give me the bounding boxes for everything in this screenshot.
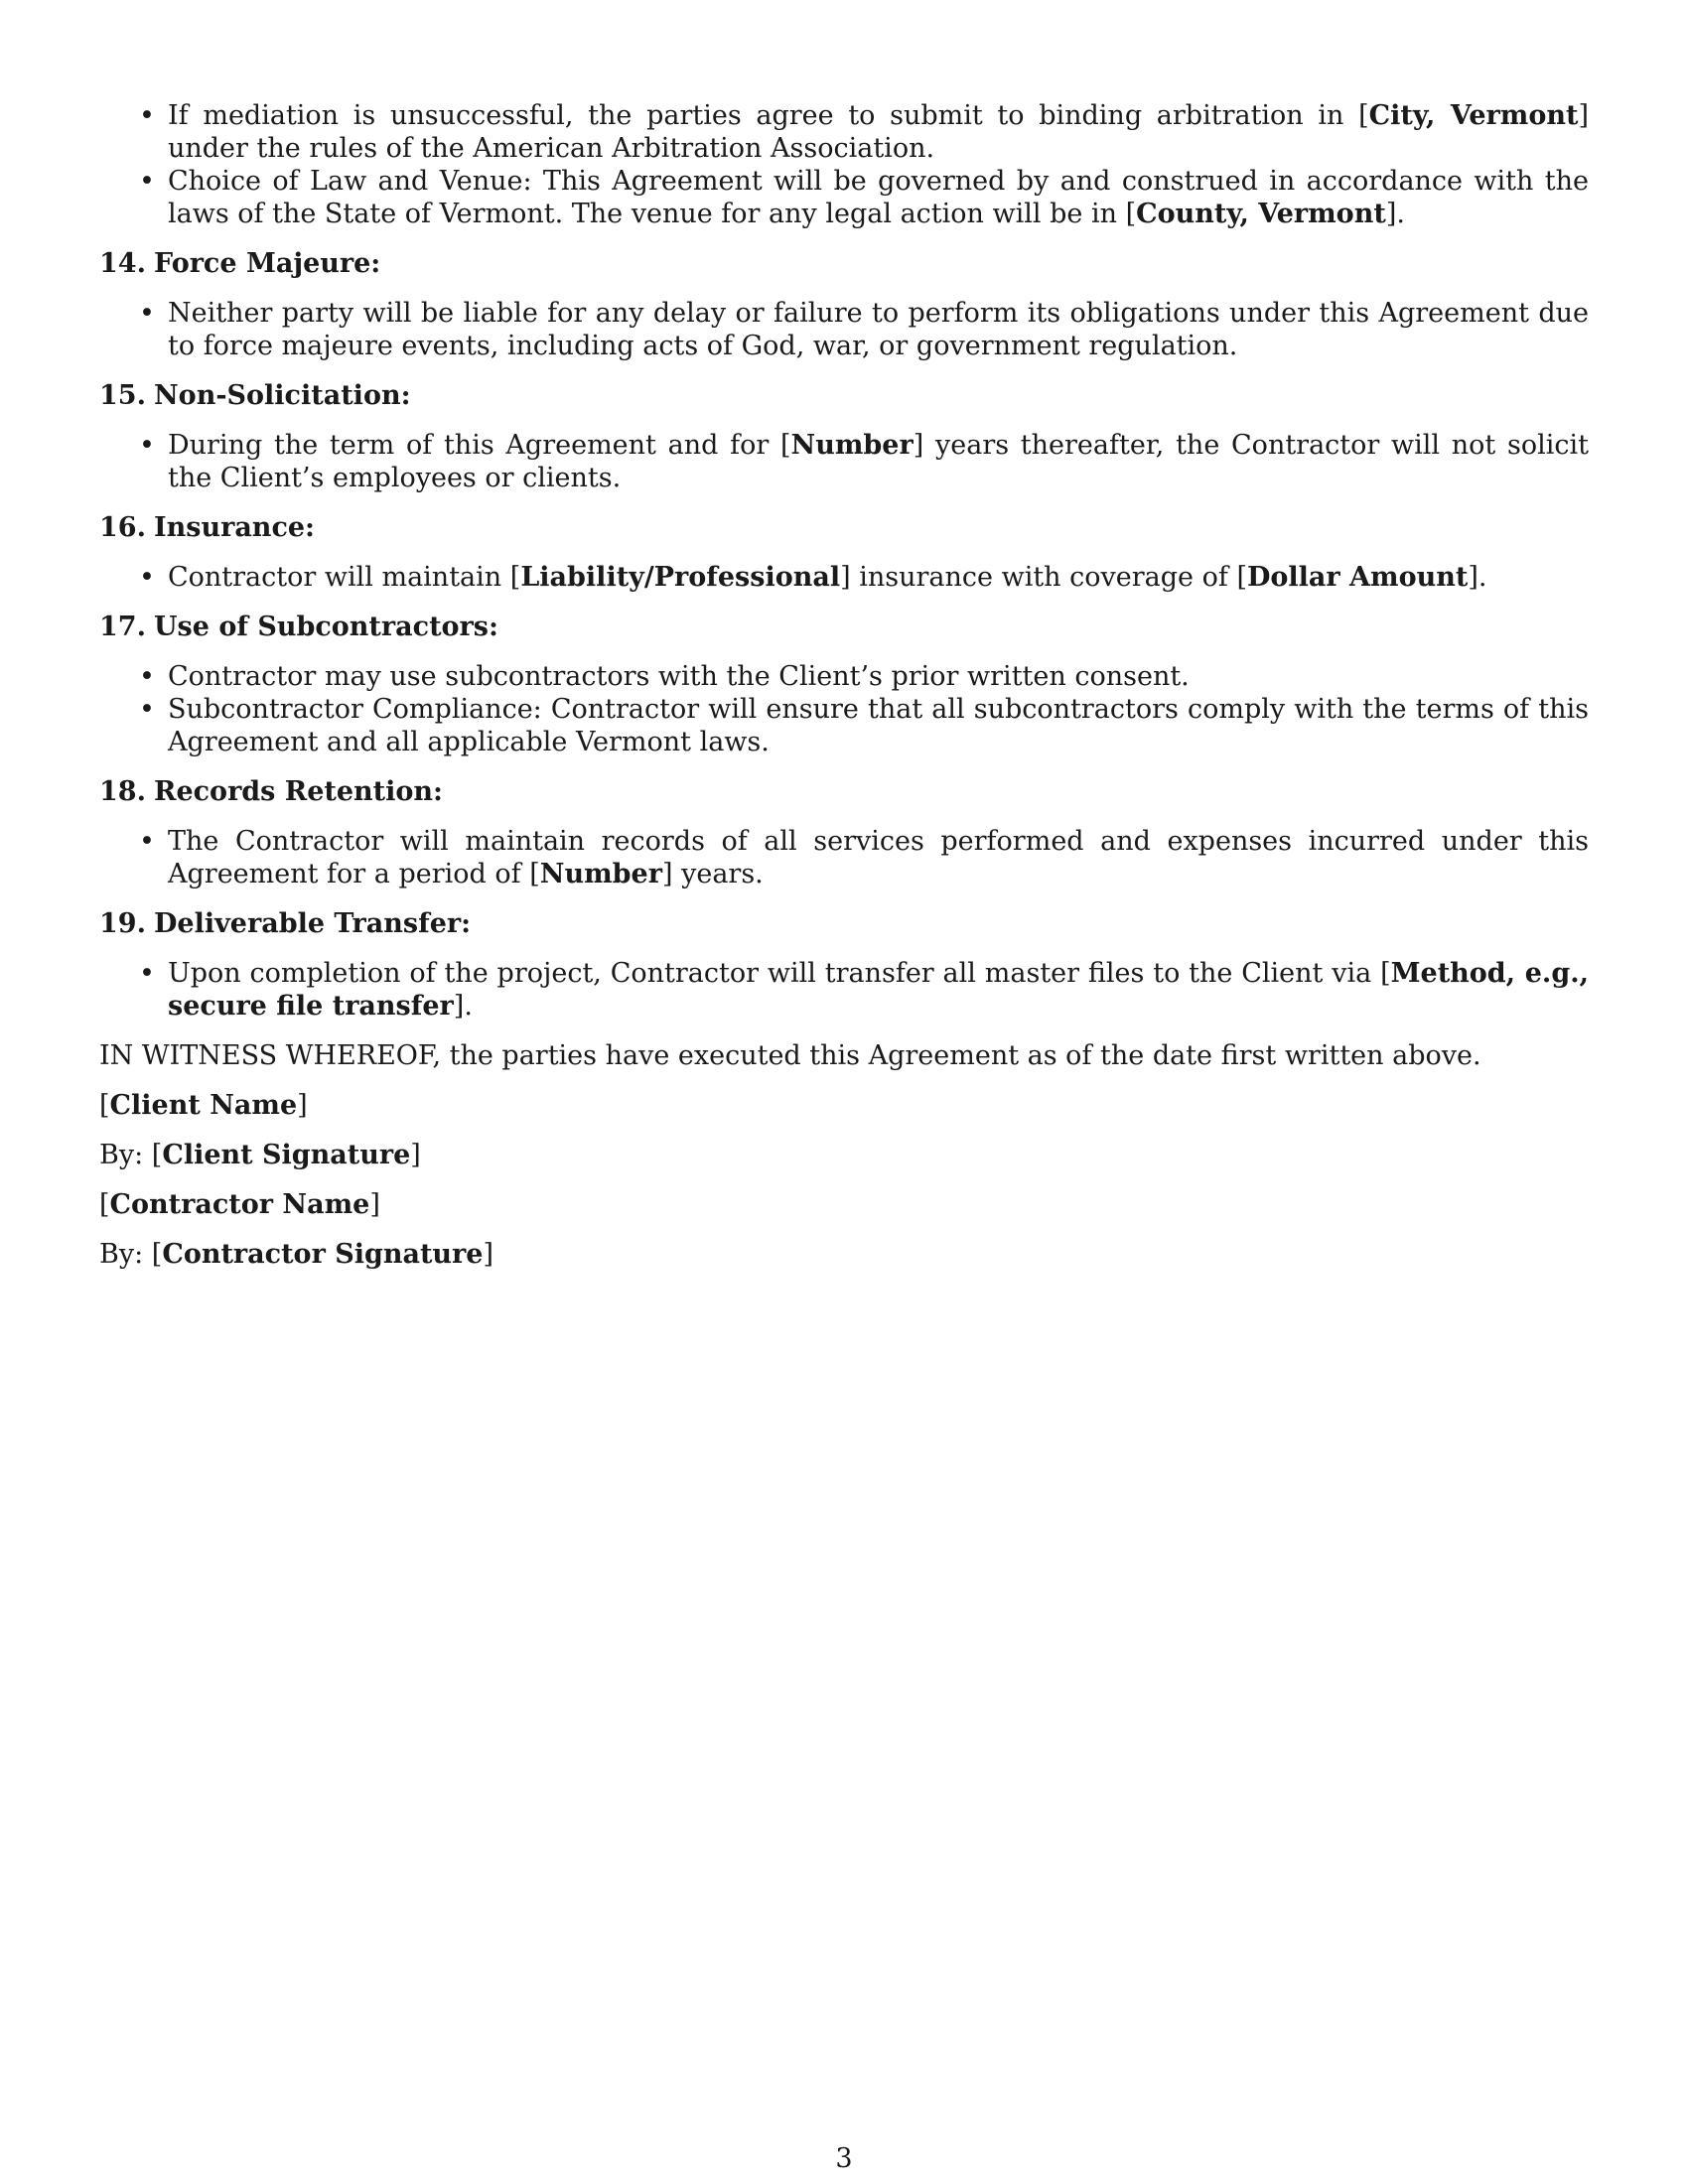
section-18-number: 18. bbox=[99, 776, 146, 807]
dispute-resolution-bullets bbox=[99, 99, 1589, 230]
non-solicitation-text: During the term of this Agreement and for bbox=[168, 430, 780, 461]
section-14-heading bbox=[99, 247, 1589, 280]
non-solicitation-bullet: • During the term of this Agreement and for [Number] years thereafter, the Contractor will not solicit the Client’s employees or clients. bbox=[99, 429, 1589, 494]
records-retention-text: The Contractor will maintain records of all services performed and expenses incurred under this Agreement for a period of bbox=[168, 826, 1589, 889]
section-15-number: 15. bbox=[99, 380, 146, 411]
contractor-name-field: Contractor Name bbox=[109, 1189, 370, 1220]
contractor-name-line: [Contractor Name] bbox=[99, 1189, 380, 1220]
section-16-bullets bbox=[99, 561, 1589, 594]
choice-of-law-text: Choice of Law and Venue: This Agreement will be governed by and construed in accordance with the laws of the State of Vermont. The venue for any legal action will be in bbox=[168, 166, 1589, 229]
insurance-amount-field: Dollar Amount bbox=[1247, 562, 1469, 593]
deliverable-transfer-bullet: • Upon completion of the project, Contractor will transfer all master files to the Client via [Method, e.g., secure file transfer]. bbox=[99, 957, 1589, 1023]
arbitration-text: If mediation is unsuccessful, the parties agree to submit to binding arbitration in bbox=[168, 100, 1359, 131]
witness-statement: IN WITNESS WHEREOF, the parties have executed this Agreement as of the date first written above. bbox=[99, 1040, 1481, 1071]
non-solicitation-text-end: years thereafter, the Contractor will not solicit the Client’s employees or clients. bbox=[168, 430, 1589, 493]
client-signature-field: Client Signature bbox=[162, 1140, 411, 1170]
client-name-field: Client Name bbox=[109, 1090, 298, 1121]
page-number: 3 bbox=[835, 2143, 853, 2174]
insurance-type-field: Liability/Professional bbox=[520, 562, 841, 593]
section-19-number: 19. bbox=[99, 908, 146, 939]
client-signature-line: By: [Client Signature] bbox=[99, 1140, 421, 1170]
contractor-by-label: By: bbox=[99, 1239, 152, 1270]
insurance-text-end: . bbox=[1477, 562, 1487, 593]
arbitration-text-end: under the rules of the American Arbitration Association. bbox=[168, 133, 935, 164]
insurance-text-mid: insurance with coverage of bbox=[850, 562, 1237, 593]
subcontractor-compliance-bullet: • Subcontractor Compliance: Contractor will ensure that all subcontractors comply with the terms of this Agreement and all applicable Vermont laws. bbox=[99, 693, 1589, 758]
arbitration-city-field: City, Vermont bbox=[1368, 100, 1579, 131]
section-19-bullets bbox=[99, 957, 1589, 1023]
transfer-method-field: Method, e.g., secure file transfer bbox=[168, 958, 1589, 1022]
section-15-bullets bbox=[99, 429, 1589, 494]
contractor-signature-line: By: [Contractor Signature] bbox=[99, 1239, 494, 1270]
client-by-label: By: bbox=[99, 1140, 152, 1170]
section-18-bullets bbox=[99, 825, 1589, 890]
force-majeure-bullet: • Neither party will be liable for any delay or failure to perform its obligations under this Agreement due to force majeure events, including acts of God, war, or government regulation. bbox=[99, 297, 1589, 362]
client-name-line: [Client Name] bbox=[99, 1090, 308, 1121]
section-17-heading bbox=[99, 611, 1589, 643]
deliverable-transfer-text: Upon completion of the project, Contractor will transfer all master files to the Client via bbox=[168, 958, 1381, 989]
section-17-bullets bbox=[99, 660, 1589, 758]
section-15-heading bbox=[99, 379, 1589, 412]
contractor-signature-field: Contractor Signature bbox=[162, 1239, 484, 1270]
insurance-text: Contractor will maintain bbox=[168, 562, 510, 593]
venue-county-field: County, Vermont bbox=[1136, 199, 1386, 229]
section-17-title: Use of Subcontractors: bbox=[154, 612, 498, 642]
arbitration-bullet: • If mediation is unsuccessful, the parties agree to submit to binding arbitration in [City, Vermont] under the rules of the American Arbitration Association. bbox=[99, 99, 1589, 165]
non-solicitation-years-field: Number bbox=[790, 430, 914, 461]
section-14-bullets bbox=[99, 297, 1589, 362]
section-19-title: Deliverable Transfer: bbox=[154, 908, 472, 939]
records-retention-years-field: Number bbox=[539, 859, 662, 889]
section-17-number: 17. bbox=[99, 612, 146, 642]
subcontractor-consent-bullet: • Contractor may use subcontractors with the Client’s prior written consent. bbox=[99, 660, 1589, 693]
section-19-heading bbox=[99, 907, 1589, 940]
deliverable-transfer-text-end: . bbox=[464, 991, 473, 1022]
records-retention-bullet: • The Contractor will maintain records of all services performed and expenses incurred under this Agreement for a period of [Number] years. bbox=[99, 825, 1589, 890]
section-16-title: Insurance: bbox=[154, 512, 316, 543]
section-18-title: Records Retention: bbox=[154, 776, 444, 807]
section-18-heading bbox=[99, 775, 1589, 808]
records-retention-text-end: years. bbox=[672, 859, 764, 889]
insurance-bullet: • Contractor will maintain [Liability/Professional] insurance with coverage of [Dollar Amount]. bbox=[99, 561, 1589, 594]
section-15-title: Non-Solicitation: bbox=[154, 380, 411, 411]
choice-of-law-bullet: • Choice of Law and Venue: This Agreement will be governed by and construed in accordance with the laws of the State of Vermont. The venue for any legal action will be in [County, Vermont]. bbox=[99, 165, 1589, 230]
section-16-heading bbox=[99, 511, 1589, 544]
section-14-number: 14. bbox=[99, 248, 146, 279]
document-page bbox=[99, 99, 1589, 1288]
section-14-title: Force Majeure: bbox=[154, 248, 381, 279]
choice-of-law-text-end: . bbox=[1396, 199, 1405, 229]
section-16-number: 16. bbox=[99, 512, 146, 543]
